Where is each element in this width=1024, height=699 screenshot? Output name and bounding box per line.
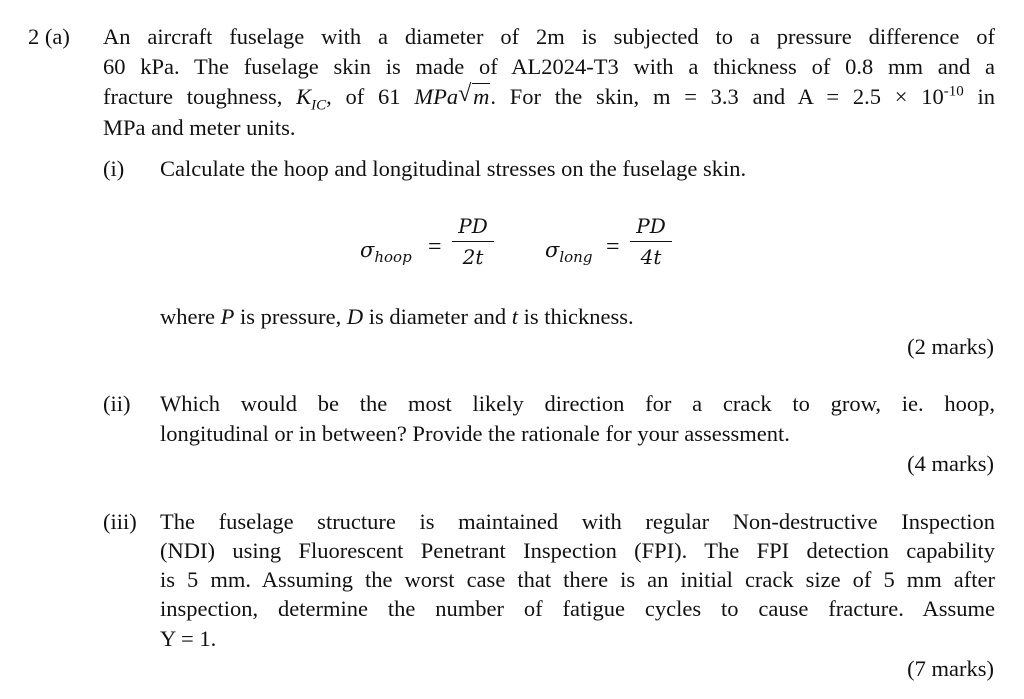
- part-iii-line-4: inspection, determine the number of fatigue cycles to cause fracture. Assume: [160, 596, 995, 621]
- part-i-text: Calculate the hoop and longitudinal stresses on the fuselage skin.: [160, 156, 747, 181]
- long-sigma: $\sigma_{long}$: [545, 238, 593, 267]
- intro-line-4: MPa and meter units.: [103, 115, 296, 140]
- part-iii-line-5: Y = 1.: [160, 626, 217, 651]
- exponent: -10: [943, 83, 964, 100]
- intro-line-3-text: fracture toughness,: [103, 84, 283, 109]
- part-ii-line-1: Which would be the most likely direction for a crack to grow, ie. hoop,: [160, 391, 995, 416]
- part-ii-line-2: longitudinal or in between? Provide the rationale for your assessment.: [160, 421, 790, 446]
- hoop-sigma: $\sigma_{hoop}$: [360, 238, 412, 267]
- question-number: 2 (a): [28, 24, 70, 49]
- toughness-value-text: , of 61: [326, 84, 401, 109]
- long-equals: =: [606, 234, 620, 260]
- part-iii-line-2: (NDI) using Fluorescent Penetrant Inspection (FPI). The FPI detection capability: [160, 538, 995, 563]
- part-iii-line-1: The fuselage structure is maintained with regular Non-destructive Inspection: [160, 509, 995, 534]
- part-i-label: (i): [103, 156, 125, 181]
- part-iii-marks: (7 marks): [907, 656, 994, 681]
- intro-line-2: 60 kPa. The fuselage skin is made of AL2024-T3 with a thickness of 0.8 mm and a: [103, 54, 995, 79]
- long-fraction: PD 4t: [630, 214, 672, 269]
- sqrt-symbol: √ m: [458, 81, 490, 109]
- hoop-equals: =: [428, 234, 442, 260]
- part-ii-marks: (4 marks): [907, 451, 994, 476]
- intro-line-1: An aircraft fuselage with a diameter of 2m is subjected to a pressure difference of: [103, 24, 995, 49]
- material-constants-text: . For the skin, m = 3.3 and A = 2.5 × 10: [490, 84, 944, 109]
- part-i-marks: (2 marks): [907, 334, 994, 359]
- part-iii-label: (iii): [103, 509, 137, 534]
- hoop-fraction: PD 2t: [452, 214, 494, 269]
- part-iii-line-3: is 5 mm. Assuming the worst case that there is an initial crack size of 5 mm after: [160, 567, 995, 592]
- fracture-toughness-symbol: $K_{IC}$: [296, 84, 327, 114]
- part-i-where-text: where P is pressure, D is diameter and t is thickness.: [160, 304, 634, 329]
- toughness-unit: MPa √ m: [414, 81, 490, 109]
- part-ii-label: (ii): [103, 391, 131, 416]
- intro-line-3: fracture toughness, $K_{IC}$, of 61 MPa √ m. For the skin, m = 3.3 and $A = 2.5 \times 10^{-10}$ in: [103, 81, 995, 114]
